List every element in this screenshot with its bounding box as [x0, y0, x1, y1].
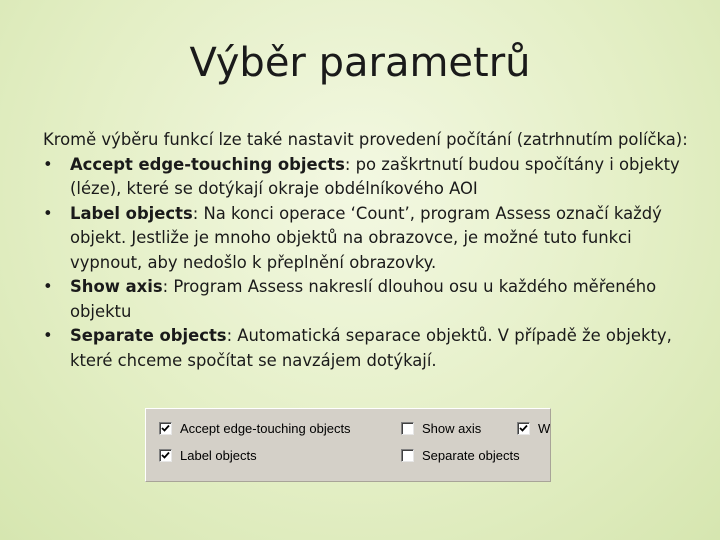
bullet-dot: • [43, 277, 53, 296]
bullet-desc: : Automatická separace objektů. V případě že objekty, které chceme spočítat se navzájem dotýkají. [70, 326, 672, 370]
checkmark-icon [519, 424, 528, 433]
bullet-dot: • [43, 154, 53, 174]
bullet-item-label-objects [43, 202, 693, 276]
checkbox-box[interactable] [401, 422, 414, 435]
bullet-term: Label objects [70, 203, 193, 223]
checkbox-label: Show axis [422, 420, 482, 436]
bullet-desc: : Na konci operace ‘Count’, program Assess označí každý objekt. Jestliže je mnoho objektů na obrazovce, je možné tuto funkci vypnout, aby nedošlo k přeplnění obrazovky. [70, 203, 662, 272]
checkmark-icon [161, 424, 170, 433]
bullet-item-accept-edge [43, 153, 693, 202]
bullet-item-separate-objects [43, 324, 693, 373]
show-axis-checkbox[interactable] [401, 419, 481, 437]
checkmark-icon [161, 451, 170, 460]
bullet-desc: : Program Assess nakreslí dlouhou osu u každého měřeného objektu [70, 277, 657, 321]
bullet-dot: • [43, 203, 53, 223]
checkbox-box[interactable] [401, 449, 414, 462]
slide-title: Výběr parametrů [189, 40, 531, 86]
checkbox-box[interactable] [517, 422, 530, 435]
bullet-term: Accept edge-touching objects [70, 154, 345, 174]
checkbox-label: Accept edge-touching objects [180, 420, 351, 436]
bullet-term: Show axis [70, 277, 163, 296]
accept-edge-touching-checkbox[interactable] [159, 419, 351, 437]
checkbox-label: Separate objects [422, 447, 520, 463]
separate-objects-checkbox[interactable] [401, 446, 520, 464]
checkbox-box[interactable] [159, 422, 172, 435]
bullet-dot: • [43, 326, 53, 345]
checkbox-label: Label objects [180, 447, 257, 463]
intro-text: Kromě výběru funkcí lze také nastavit provedení počítání (zatrhnutím políčka): [43, 130, 688, 149]
truncated-checkbox[interactable] [517, 419, 550, 437]
checkbox-label: W [538, 420, 551, 436]
options-panel-screenshot [145, 408, 551, 482]
bullet-desc: : po zaškrtnutí budou spočítány i objekty (léze), které se dotýkají okraje obdélníkového AOI [70, 154, 680, 198]
slide-body [43, 128, 693, 373]
label-objects-checkbox[interactable] [159, 446, 257, 464]
bullet-term: Separate objects [70, 326, 227, 345]
checkbox-box[interactable] [159, 449, 172, 462]
bullet-item-show-axis [43, 275, 693, 324]
bullet-list [43, 153, 693, 374]
